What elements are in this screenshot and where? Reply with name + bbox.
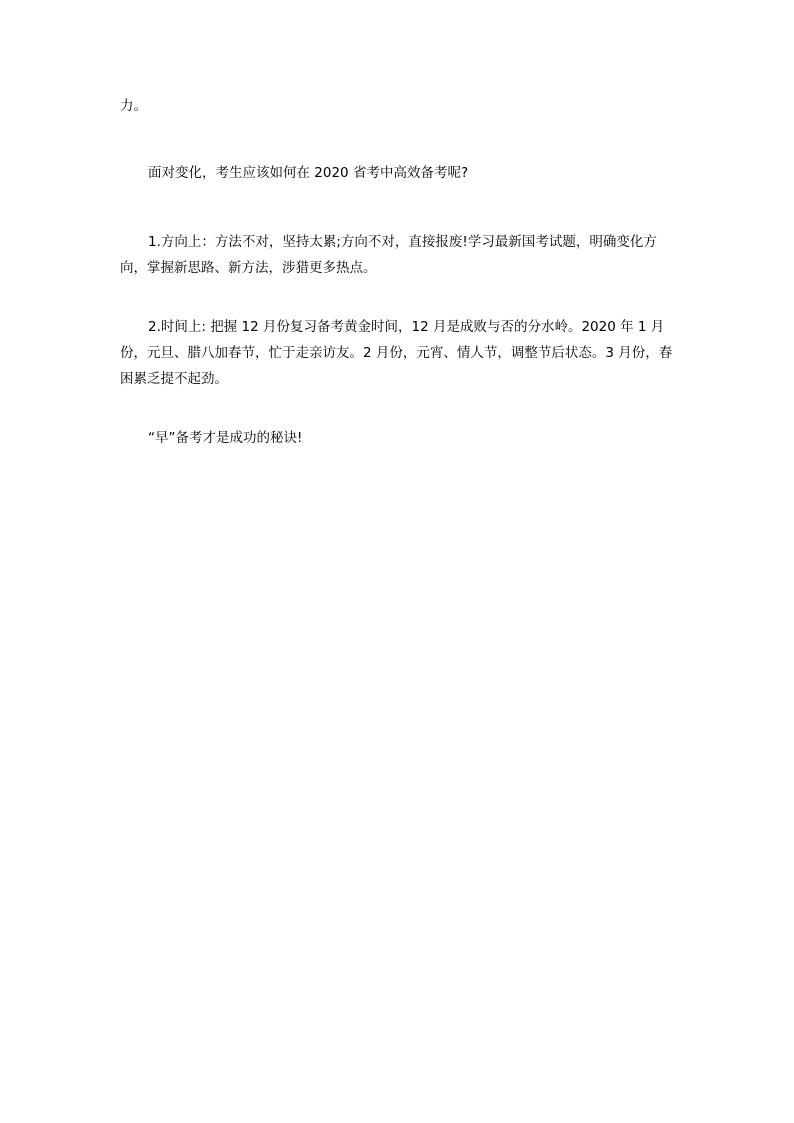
paragraph-question: 面对变化，考生应该如何在 2020 省考中高效备考呢? (148, 165, 469, 181)
paragraph-direction: 1.方向上：方法不对，坚持太累;方向不对，直接报废!学习最新国考试题，明确变化方向，掌握新思路、新方法，涉猎更多热点。 (120, 234, 657, 276)
paragraph-continuation: 力。 (120, 98, 147, 114)
paragraph-conclusion: “早”备考才是成功的秘诀! (148, 430, 303, 446)
paragraph-timing: 2.时间上: 把握 12 月份复习备考黄金时间，12 月是成败与否的分水岭。2020 年 1 月份，元旦、腊八加春节，忙于走亲访友。2 月份，元宵、情人节，调整节后状态。3 月份，春困累乏提不起劲。 (120, 319, 673, 387)
